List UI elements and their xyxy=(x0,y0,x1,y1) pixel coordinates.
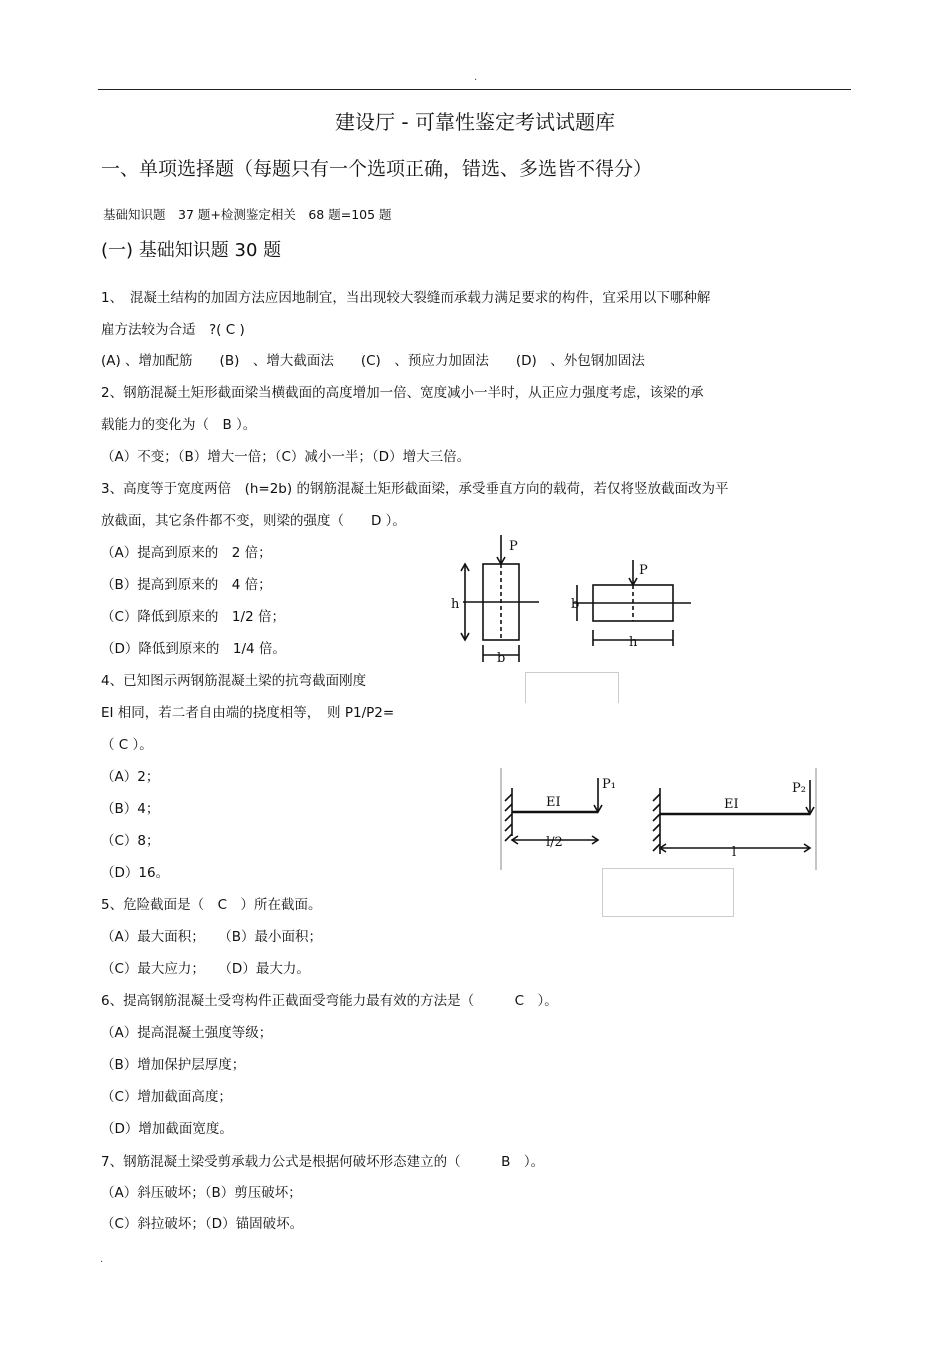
footer-dot: . xyxy=(100,1254,104,1265)
q2-line2: 载能力的变化为（ B ）。 xyxy=(101,417,257,433)
short-beam-length-label: l/2 xyxy=(546,835,563,850)
q3-option-b: （B）提高到原来的 4 倍； xyxy=(101,577,272,593)
q6-option-a: （A）提高混凝土强度等级； xyxy=(101,1025,273,1041)
q3-option-d: （D）降低到原来的 1/4 倍。 xyxy=(101,641,286,657)
q1-options: (A) 、增加配筋 (B) 、增大截面法 (C) 、预应力加固法 (D) 、外包钢加固法 xyxy=(101,353,645,369)
q5-options-ab: （A）最大面积； （B）最小面积； xyxy=(101,929,322,945)
q3-line2: 放截面，其它条件都不变，则梁的强度（ D ）。 xyxy=(101,513,406,529)
vertical-width-label: b xyxy=(497,651,506,666)
subsection-title: (一) 基础知识题 30 题 xyxy=(101,240,282,261)
q7-options-cd: （C）斜拉破坏；（D）锚固破坏。 xyxy=(101,1216,304,1232)
q2-line1: 2、钢筋混凝土矩形截面梁当横截面的高度增加一倍、宽度减小一半时，从正应力强度考虑，该梁的承 xyxy=(101,385,704,401)
q4-line1: 4、已知图示两钢筋混凝土梁的抗弯截面刚度 xyxy=(101,673,367,689)
q3-line1: 3、高度等于宽度两倍 (h=2b) 的钢筋混凝土矩形截面梁，承受垂直方向的载荷，若仅将竖放截面改为平 xyxy=(101,481,729,497)
q6-line1: 6、提高钢筋混凝土受弯构件正截面受弯能力最有效的方法是（ C ）。 xyxy=(101,993,558,1009)
q6-option-d: （D）增加截面宽度。 xyxy=(101,1121,233,1137)
horizontal-height-label: h xyxy=(629,635,638,650)
q5-options-cd: （C）最大应力； （D）最大力。 xyxy=(101,961,310,977)
section-title: 一、单项选择题（每题只有一个选项正确，错选、多选皆不得分） xyxy=(101,158,653,180)
q7-line1: 7、钢筋混凝土梁受剪承载力公式是根据何破坏形态建立的（ B ）。 xyxy=(101,1154,545,1170)
q7-options-ab: （A）斜压破坏；（B）剪压破坏； xyxy=(101,1185,302,1201)
q4-option-a: （A）2； xyxy=(101,769,160,785)
q4-blank-box xyxy=(602,868,734,917)
q4-line2: EI 相同，若二者自由端的挠度相等， 则 P1/P2= xyxy=(101,705,395,721)
header-dot: . xyxy=(474,72,478,83)
q6-option-c: （C）增加截面高度； xyxy=(101,1089,232,1105)
q6-option-b: （B）增加保护层厚度； xyxy=(101,1057,246,1073)
long-beam-ei-label: EI xyxy=(724,797,739,812)
q5-line1: 5、危险截面是（ C ）所在截面。 xyxy=(101,897,322,913)
q4-option-d: （D）16。 xyxy=(101,865,170,881)
q3-option-a: （A）提高到原来的 2 倍； xyxy=(101,545,272,561)
q4-option-c: （C）8； xyxy=(101,833,160,849)
q1-line2: 雇方法较为合适 ?( C ) xyxy=(101,322,245,338)
long-beam-length-label: l xyxy=(732,845,737,860)
vertical-load-label: P xyxy=(509,539,518,554)
q3-blank-box xyxy=(525,672,619,703)
q4-option-b: （B）4； xyxy=(101,801,160,817)
horizontal-load-label: P xyxy=(639,563,648,578)
q1-line1: 1、 混凝土结构的加固方法应因地制宜，当出现较大裂缝而承载力满足要求的构件，宜采用以下哪种解 xyxy=(101,290,711,306)
horizontal-width-label: b xyxy=(571,597,580,612)
q3-option-c: （C）降低到原来的 1/2 倍； xyxy=(101,609,285,625)
short-beam-load-label: P₁ xyxy=(602,777,616,792)
header-rule xyxy=(98,89,851,90)
q4-cantilever-figure xyxy=(500,768,818,870)
short-beam-ei-label: EI xyxy=(546,795,561,810)
summary-line: 基础知识题 37 题+检测鉴定相关 68 题=105 题 xyxy=(103,207,392,222)
q2-options: （A）不变；（B）增大一倍；（C）减小一半；（D）增大三倍。 xyxy=(101,449,471,465)
q4-line3: （ C ）。 xyxy=(101,737,153,753)
page-title: 建设厅 - 可靠性鉴定考试试题库 xyxy=(335,110,615,134)
long-beam-load-label: P₂ xyxy=(792,781,806,796)
vertical-height-label: h xyxy=(451,597,460,612)
